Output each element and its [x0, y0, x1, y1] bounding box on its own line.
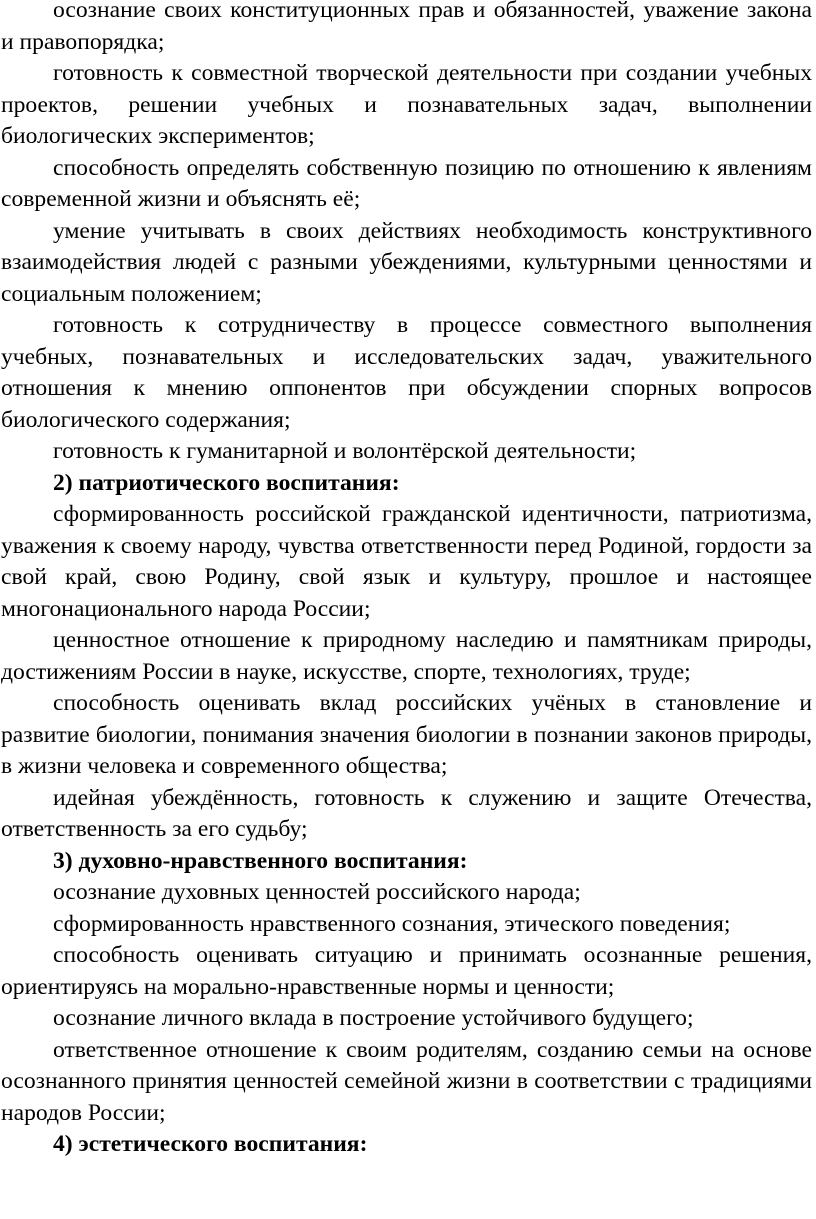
paragraph-civic-identity: сформированность российской гражданской идентичности, патриотизма, уважения к своему народу, чувства ответственности перед Родиной, гордости за свой край, свою Родину, свой язык и культуру, прошлое и настоящее многонационального народа России; [1, 501, 812, 622]
paragraph-volunteer-activity: готовность к гуманитарной и волонтёрской деятельности; [53, 438, 637, 464]
paragraph-scientists-contribution: способность оценивать вклад российских учёных в становление и развитие биологии, понимания значения биологии в познании законов природы, в жизни человека и современного общества; [1, 690, 812, 779]
paragraph-constitutional-rights: осознание своих конституционных прав и обязанностей, уважение закона и правопорядка; [1, 0, 812, 55]
paragraph-creative-cooperation: готовность к совместной творческой деятельности при создании учебных проектов, решении учебных и познавательных задач, выполнении биологических экспериментов; [1, 60, 812, 149]
paragraph-ideological-conviction: идейная убеждённость, готовность к служению и защите Отечества, ответственность за его судьбу; [1, 784, 812, 842]
paragraph-natural-heritage: ценностное отношение к природному наследию и памятникам природы, достижениям России в науке, искусстве, спорте, технологиях, труде; [1, 627, 812, 685]
paragraph-family-values: ответственное отношение к своим родителям, созданию семьи на основе осознанного принятия ценностей семейной жизни в соответствии с традициями народов России; [1, 1036, 812, 1126]
paragraph-decision-making: способность оценивать ситуацию и принимать осознанные решения, ориентируясь на морально-нравственные нормы и ценности; [1, 942, 812, 1000]
paragraph-moral-consciousness: сформированность нравственного сознания, этического поведения; [53, 910, 731, 937]
paragraph-spiritual-values: осознание духовных ценностей российского народа; [53, 879, 581, 905]
paragraph-own-position: способность определять собственную позицию по отношению к явлениям современной жизни и объяснять её; [1, 154, 812, 212]
section-heading-patriotic: 2) патриотического воспитания: [53, 469, 400, 496]
section-heading-aesthetic: 4) эстетического воспитания: [53, 1131, 368, 1157]
paragraph-sustainable-future: осознание личного вклада в построение устойчивого будущего; [53, 1005, 694, 1031]
paragraph-collaboration: готовность к сотрудничеству в процессе совместного выполнения учебных, познавательных и исследовательских задач, уважительного отношения к мнению оппонентов при обсуждении спорных вопросов биологического содержания; [1, 312, 812, 433]
paragraph-constructive-interaction: умение учитывать в своих действиях необходимость конструктивного взаимодействия людей с разными убеждениями, культурными ценностями и социальным положением; [1, 217, 812, 307]
section-heading-spiritual-moral: 3) духовно-нравственного воспитания: [53, 847, 468, 874]
